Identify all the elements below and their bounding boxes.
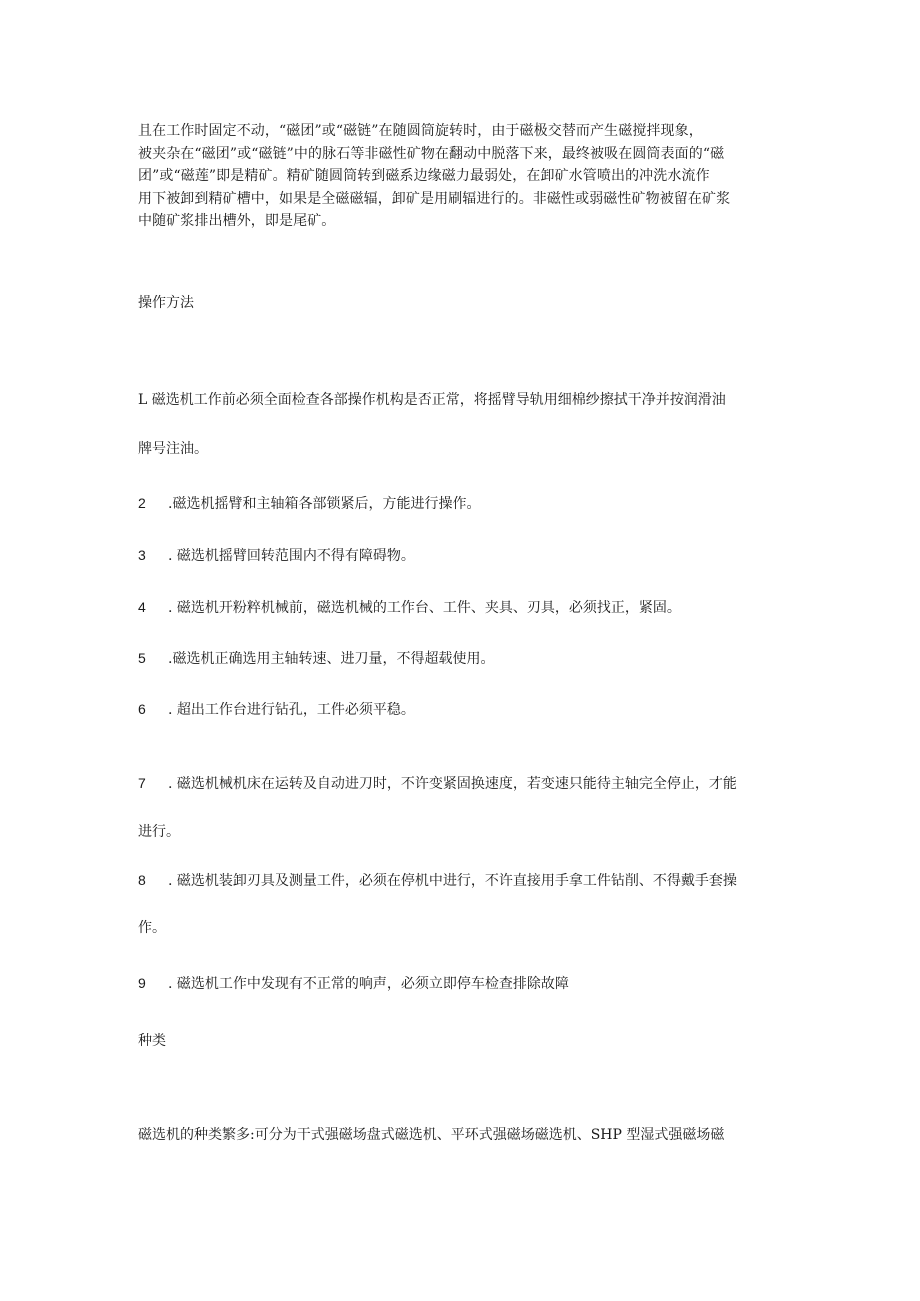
list-item-number: 7 xyxy=(138,775,146,791)
intro-line: 被夹杂在“磁团”或“磁链”中的脉石等非磁性矿物在翻动中脱落下来，最终被吸在圆筒表面的“磁 xyxy=(138,145,725,162)
list-item-text: . 磁选机开粉粹机械前，磁选机械的工作台、工件、夹具、刃具，必须找正，紧固。 xyxy=(168,600,681,616)
list-item-text: . 磁选机工作中发现有不正常的响声，必须立即停车检查排除故障 xyxy=(168,976,569,992)
list-item xyxy=(138,648,494,669)
list-item-text: 磁选机工作前必须全面检查各部操作机构是否正常，将摇臂导轨用细棉纱擦拭干净并按润滑油 xyxy=(151,392,726,408)
intro-paragraph xyxy=(138,120,786,233)
list-item xyxy=(138,597,681,618)
list-item xyxy=(138,493,480,514)
list-item-text: . 磁选机装卸刃具及测量工件，必须在停机中进行，不许直接用手拿工件钻削、不得戴手套操 xyxy=(168,873,737,889)
list-item-continuation: 作。 xyxy=(138,920,166,936)
intro-line: 且在工作时固定不动，“磁团”或“磁链”在随圆筒旋转时，由于磁极交替而产生磁搅拌现象， xyxy=(138,123,703,139)
list-item-number: 9 xyxy=(138,975,146,991)
intro-line: 用下被卸到精矿槽中，如果是全磁磁辐，卸矿是用刷辐进行的。非磁性或弱磁性矿物被留在矿浆 xyxy=(138,190,731,207)
list-item xyxy=(138,699,415,720)
list-item-number: L xyxy=(138,392,148,408)
list-item-text: .磁选机正确选用主轴转速、进刀量，不得超载使用。 xyxy=(168,651,495,667)
types-paragraph: 磁选机的种类繁多:可分为干式强磁场盘式磁选机、平环式强磁场磁选机、SHP 型湿式强磁场磁 xyxy=(138,1127,725,1143)
list-item-number: 6 xyxy=(138,701,146,717)
list-item-number: 8 xyxy=(138,872,146,888)
list-item xyxy=(138,545,415,566)
list-item xyxy=(138,773,737,794)
section-heading-types: 种类 xyxy=(138,1033,166,1049)
list-item-continuation: 进行。 xyxy=(138,824,180,840)
list-item xyxy=(138,870,737,891)
list-item-number: 4 xyxy=(138,599,146,615)
list-item-text: . 磁选机摇臂回转范围内不得有障碍物。 xyxy=(168,548,415,564)
list-item-text: . 磁选机械机床在运转及自动进刀时，不许变紧固换速度，若变速只能待主轴完全停止，才能 xyxy=(168,776,737,792)
list-item xyxy=(138,973,569,994)
list-item-continuation: 牌号注油。 xyxy=(138,441,208,457)
list-item-text: .磁选机摇臂和主轴箱各部锁紧后，方能进行操作。 xyxy=(168,496,481,512)
intro-line: 团”或“磁莲”即是精矿。精矿随圆筒转到磁系边缘磁力最弱处，在卸矿水管喷出的冲洗水流作 xyxy=(138,168,710,184)
list-item xyxy=(138,390,726,410)
list-item-number: 2 xyxy=(138,495,146,511)
list-item-text: . 超出工作台进行钻孔，工件必须平稳。 xyxy=(168,702,415,718)
list-item-number: 5 xyxy=(138,650,146,666)
section-heading-operation: 操作方法 xyxy=(138,295,194,311)
intro-line: 中随矿浆排出槽外，即是尾矿。 xyxy=(138,213,336,229)
list-item-number: 3 xyxy=(138,547,146,563)
